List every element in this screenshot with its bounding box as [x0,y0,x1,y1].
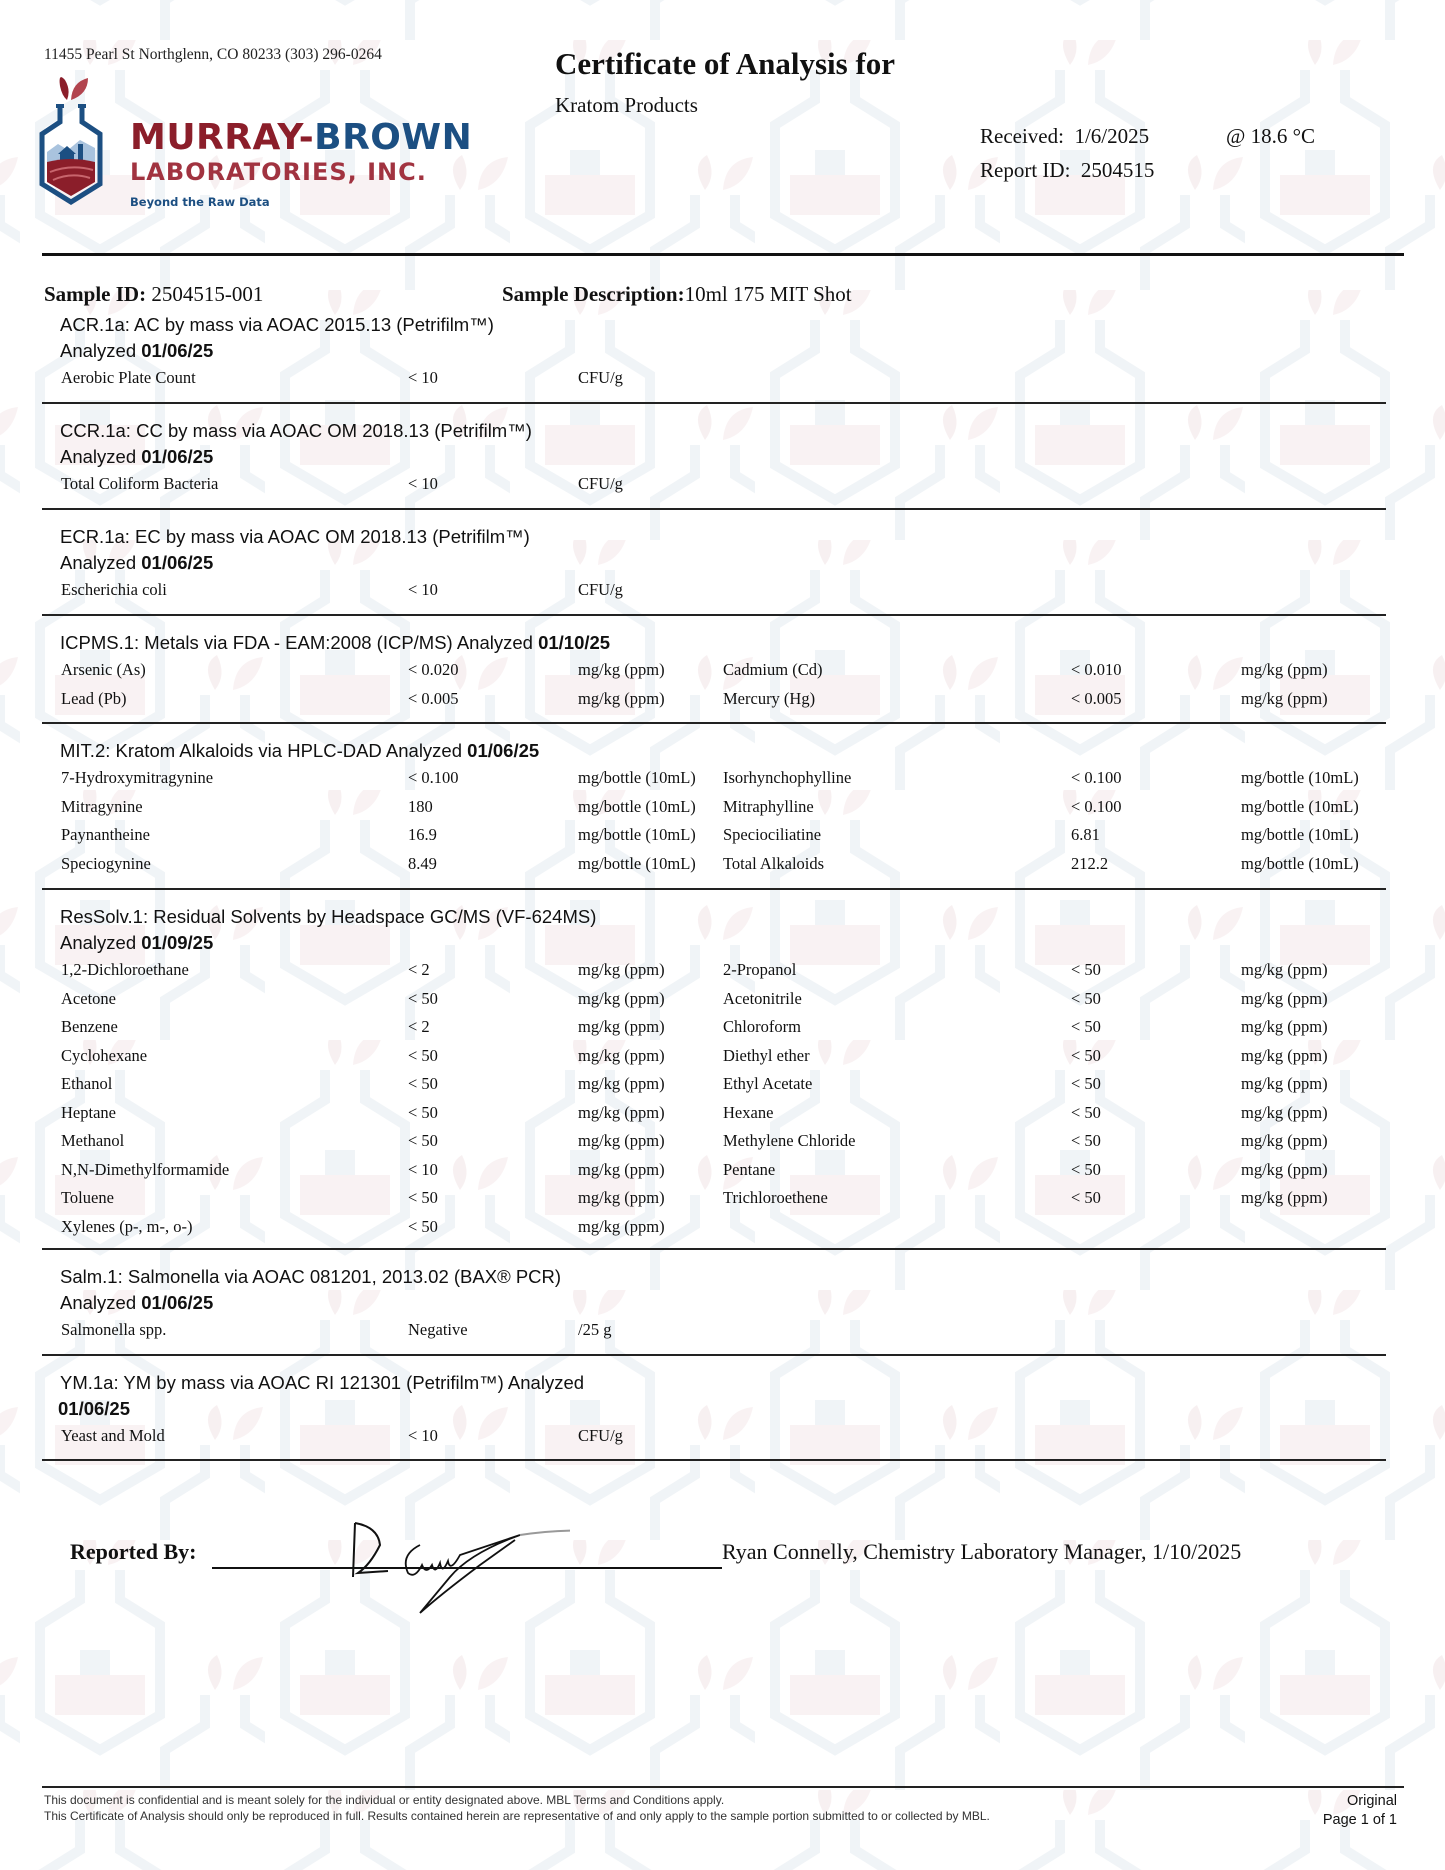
report-id-info [980,158,1154,183]
result-row: Methanol < 50 mg/kg (ppm) Methylene Chloride < 50 mg/kg (ppm) [61,1131,1328,1150]
section-divider [42,722,1386,724]
page-number: Page 1 of 1 [1322,1812,1397,1828]
result-row: 7-Hydroxymitragynine < 0.100 mg/bottle (10mL) Isorhynchophylline < 0.100 mg/bottle (10mL) [61,768,1359,787]
reported-by-label: Reported By: [70,1539,197,1564]
logo-tagline: Beyond the Raw Data [130,195,270,209]
signature-image [270,1515,570,1625]
section-divider [42,1248,1386,1250]
section-analyzed: Analyzed 01/06/25 [60,552,214,573]
footer-divider [42,1786,1404,1788]
signature-block [70,1535,1370,1615]
document-title: Certificate of Analysis for [555,46,896,81]
test-section-yeast-mold [60,1370,1406,1451]
result-row: Mitragynine 180 mg/bottle (10mL) Mitraphylline < 0.100 mg/bottle (10mL) [61,796,1359,816]
test-section-ccr [60,418,1406,499]
sample-id-value: 2504515-001 [151,282,264,306]
section-method: CCR.1a: CC by mass via AOAC OM 2018.13 (Petrifilm™) [60,420,532,441]
received-date: 1/6/2025 [1074,124,1150,148]
section-method: ICPMS.1: Metals via FDA - EAM:2008 (ICP/MS) Analyzed 01/10/25 [60,632,611,653]
footer-page-info [1323,1792,1397,1830]
result-row: Arsenic (As) < 0.020 mg/kg (ppm) Cadmium (Cd) < 0.010 mg/kg (ppm) [61,660,1328,679]
section-method: Salm.1: Salmonella via AOAC 081201, 2013.02 (BAX® PCR) [60,1266,562,1287]
section-divider [42,1459,1386,1461]
result-row: Benzene < 2 mg/kg (ppm) Chloroform < 50 mg/kg (ppm) [61,1017,1328,1036]
received-temperature: @ 18.6 °C [1226,124,1315,148]
sample-id [44,282,263,307]
document-status: Original [1347,1793,1397,1809]
company-logo [38,76,478,216]
result-row: Total Coliform Bacteria < 10 CFU/g [61,474,623,493]
result-row: Heptane < 50 mg/kg (ppm) Hexane < 50 mg/kg (ppm) [61,1102,1328,1122]
result-row: Speciogynine 8.49 mg/bottle (10mL) Total Alkaloids 212.2 mg/bottle (10mL) [61,853,1359,873]
section-method: YM.1a: YM by mass via AOAC RI 121301 (Petrifilm™) Analyzed [60,1372,585,1393]
received-info [980,124,1315,149]
lab-address: 11455 Pearl St Northglenn, CO 80233 (303) 296-0264 [44,46,382,63]
section-method: ResSolv.1: Residual Solvents by Headspace GC/MS (VF-624MS) [60,906,597,927]
logo-company-name: MURRAY-BROWN [130,117,473,158]
result-row: 1,2-Dichloroethane < 2 mg/kg (ppm) 2-Propanol < 50 mg/kg (ppm) [61,960,1328,979]
test-section-ecr [60,524,1406,605]
section-analyzed: Analyzed 01/06/25 [60,340,214,361]
test-section-residual-solvents [60,904,1406,1241]
result-row: Aerobic Plate Count < 10 CFU/g [61,368,623,387]
result-row: N,N-Dimethylformamide < 10 mg/kg (ppm) Pentane < 50 mg/kg (ppm) [61,1159,1328,1179]
sample-description-value: 10ml 175 MIT Shot [684,282,852,306]
received-label: Received: [980,124,1064,148]
result-row: Cyclohexane < 50 mg/kg (ppm) Diethyl ether < 50 mg/kg (ppm) [61,1045,1328,1065]
sample-description [502,282,852,307]
section-divider [42,508,1386,510]
sample-id-label: Sample ID: [44,282,147,306]
result-row: Toluene < 50 mg/kg (ppm) Trichloroethene < 50 mg/kg (ppm) [61,1188,1328,1207]
section-divider [42,402,1386,404]
signer-name: Ryan Connelly, Chemistry Laboratory Manager, 1/10/2025 [722,1539,1242,1564]
section-divider [42,614,1386,616]
header-divider [42,253,1404,256]
report-id-value: 2504515 [1080,158,1155,182]
flask-farm-logo-icon [38,76,104,206]
result-row: Acetone < 50 mg/kg (ppm) Acetonitrile < 50 mg/kg (ppm) [61,988,1328,1008]
logo-company-subname: LABORATORIES, INC. [130,158,427,186]
report-id-label: Report ID: [980,158,1071,182]
signature-line [212,1567,722,1569]
sample-description-label: Sample Description: [502,282,685,306]
section-analyzed: Analyzed 01/09/25 [60,932,214,953]
section-analyzed: 01/06/25 [58,1398,131,1419]
test-section-acr [60,312,1406,393]
section-method: ECR.1a: EC by mass via AOAC OM 2018.13 (Petrifilm™) [60,526,530,547]
section-analyzed: Analyzed 01/06/25 [60,1292,214,1313]
result-row: Paynantheine 16.9 mg/bottle (10mL) Speciociliatine 6.81 mg/bottle (10mL) [61,825,1359,844]
result-row: Xylenes (p-, m-, o-) < 50 mg/kg (ppm) [61,1216,665,1236]
result-row: Lead (Pb) < 0.005 mg/kg (ppm) Mercury (Hg) < 0.005 mg/kg (ppm) [61,688,1328,708]
test-section-salmonella [60,1264,1406,1345]
test-section-alkaloids [60,738,1406,878]
result-row: Ethanol < 50 mg/kg (ppm) Ethyl Acetate < 50 mg/kg (ppm) [61,1074,1328,1093]
result-row: Yeast and Mold < 10 CFU/g [61,1426,623,1445]
result-row: Escherichia coli < 10 CFU/g [61,580,623,599]
footer-line-2: This Certificate of Analysis should only be reproduced in full. Results contained herein are representative of and only apply to the sample portion submitted to or collected by MBL. [44,1809,990,1823]
section-method: ACR.1a: AC by mass via AOAC 2015.13 (Petrifilm™) [60,314,494,335]
footer-disclaimer [44,1792,990,1824]
section-method: MIT.2: Kratom Alkaloids via HPLC-DAD Analyzed 01/06/25 [60,740,540,761]
section-analyzed: Analyzed 01/06/25 [60,446,214,467]
document-subtitle: Kratom Products [555,93,698,117]
test-section-metals [60,630,1406,713]
section-divider [42,888,1386,890]
result-row: Salmonella spp. Negative /25 g [61,1320,612,1339]
footer-line-1: This document is confidential and is meant solely for the individual or entity designated above. MBL Terms and Conditions apply. [44,1793,725,1807]
section-divider [42,1354,1386,1356]
